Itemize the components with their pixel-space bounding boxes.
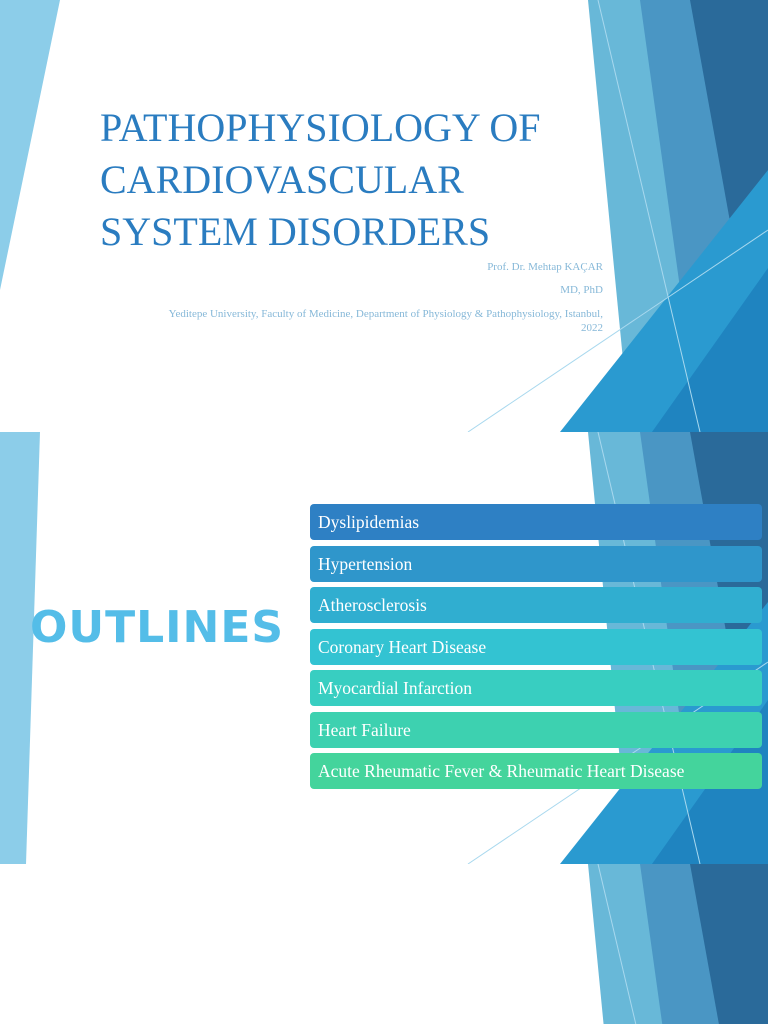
outline-list: [310, 504, 762, 795]
author-name: Prof. Dr. Mehtap KAÇAR: [487, 261, 603, 273]
outline-item-atherosclerosis[interactable]: Atherosclerosis: [310, 587, 762, 623]
outline-item-coronary-heart-disease[interactable]: Coronary Heart Disease: [310, 629, 762, 665]
outline-item-rheumatic-heart-disease[interactable]: Acute Rheumatic Fever & Rheumatic Heart Disease: [310, 753, 762, 789]
outline-item-dyslipidemias[interactable]: Dyslipidemias: [310, 504, 762, 540]
outline-item-hypertension[interactable]: Hypertension: [310, 546, 762, 582]
outline-item-myocardial-infarction[interactable]: Myocardial Infarction: [310, 670, 762, 706]
next-slide-partial: [0, 864, 768, 1024]
title-slide: [0, 0, 768, 432]
title-line-1: PATHOPHYSIOLOGY OF: [100, 105, 541, 150]
presentation-title: [100, 102, 620, 258]
outlines-heading: OUTLINES: [30, 602, 285, 653]
title-line-3: SYSTEM DISORDERS: [100, 209, 491, 254]
author-degree: MD, PhD: [560, 284, 603, 296]
author-affiliation: [83, 307, 603, 335]
decorative-background-shapes: [0, 864, 768, 1024]
affiliation-text: Yeditepe University, Faculty of Medicine, Department of Physiology & Pathophysiology, Istanbul,: [168, 308, 603, 320]
outlines-slide: [0, 432, 768, 864]
affiliation-year: 2022: [581, 322, 603, 334]
title-line-2: CARDIOVASCULAR: [100, 157, 464, 202]
outline-item-heart-failure[interactable]: Heart Failure: [310, 712, 762, 748]
